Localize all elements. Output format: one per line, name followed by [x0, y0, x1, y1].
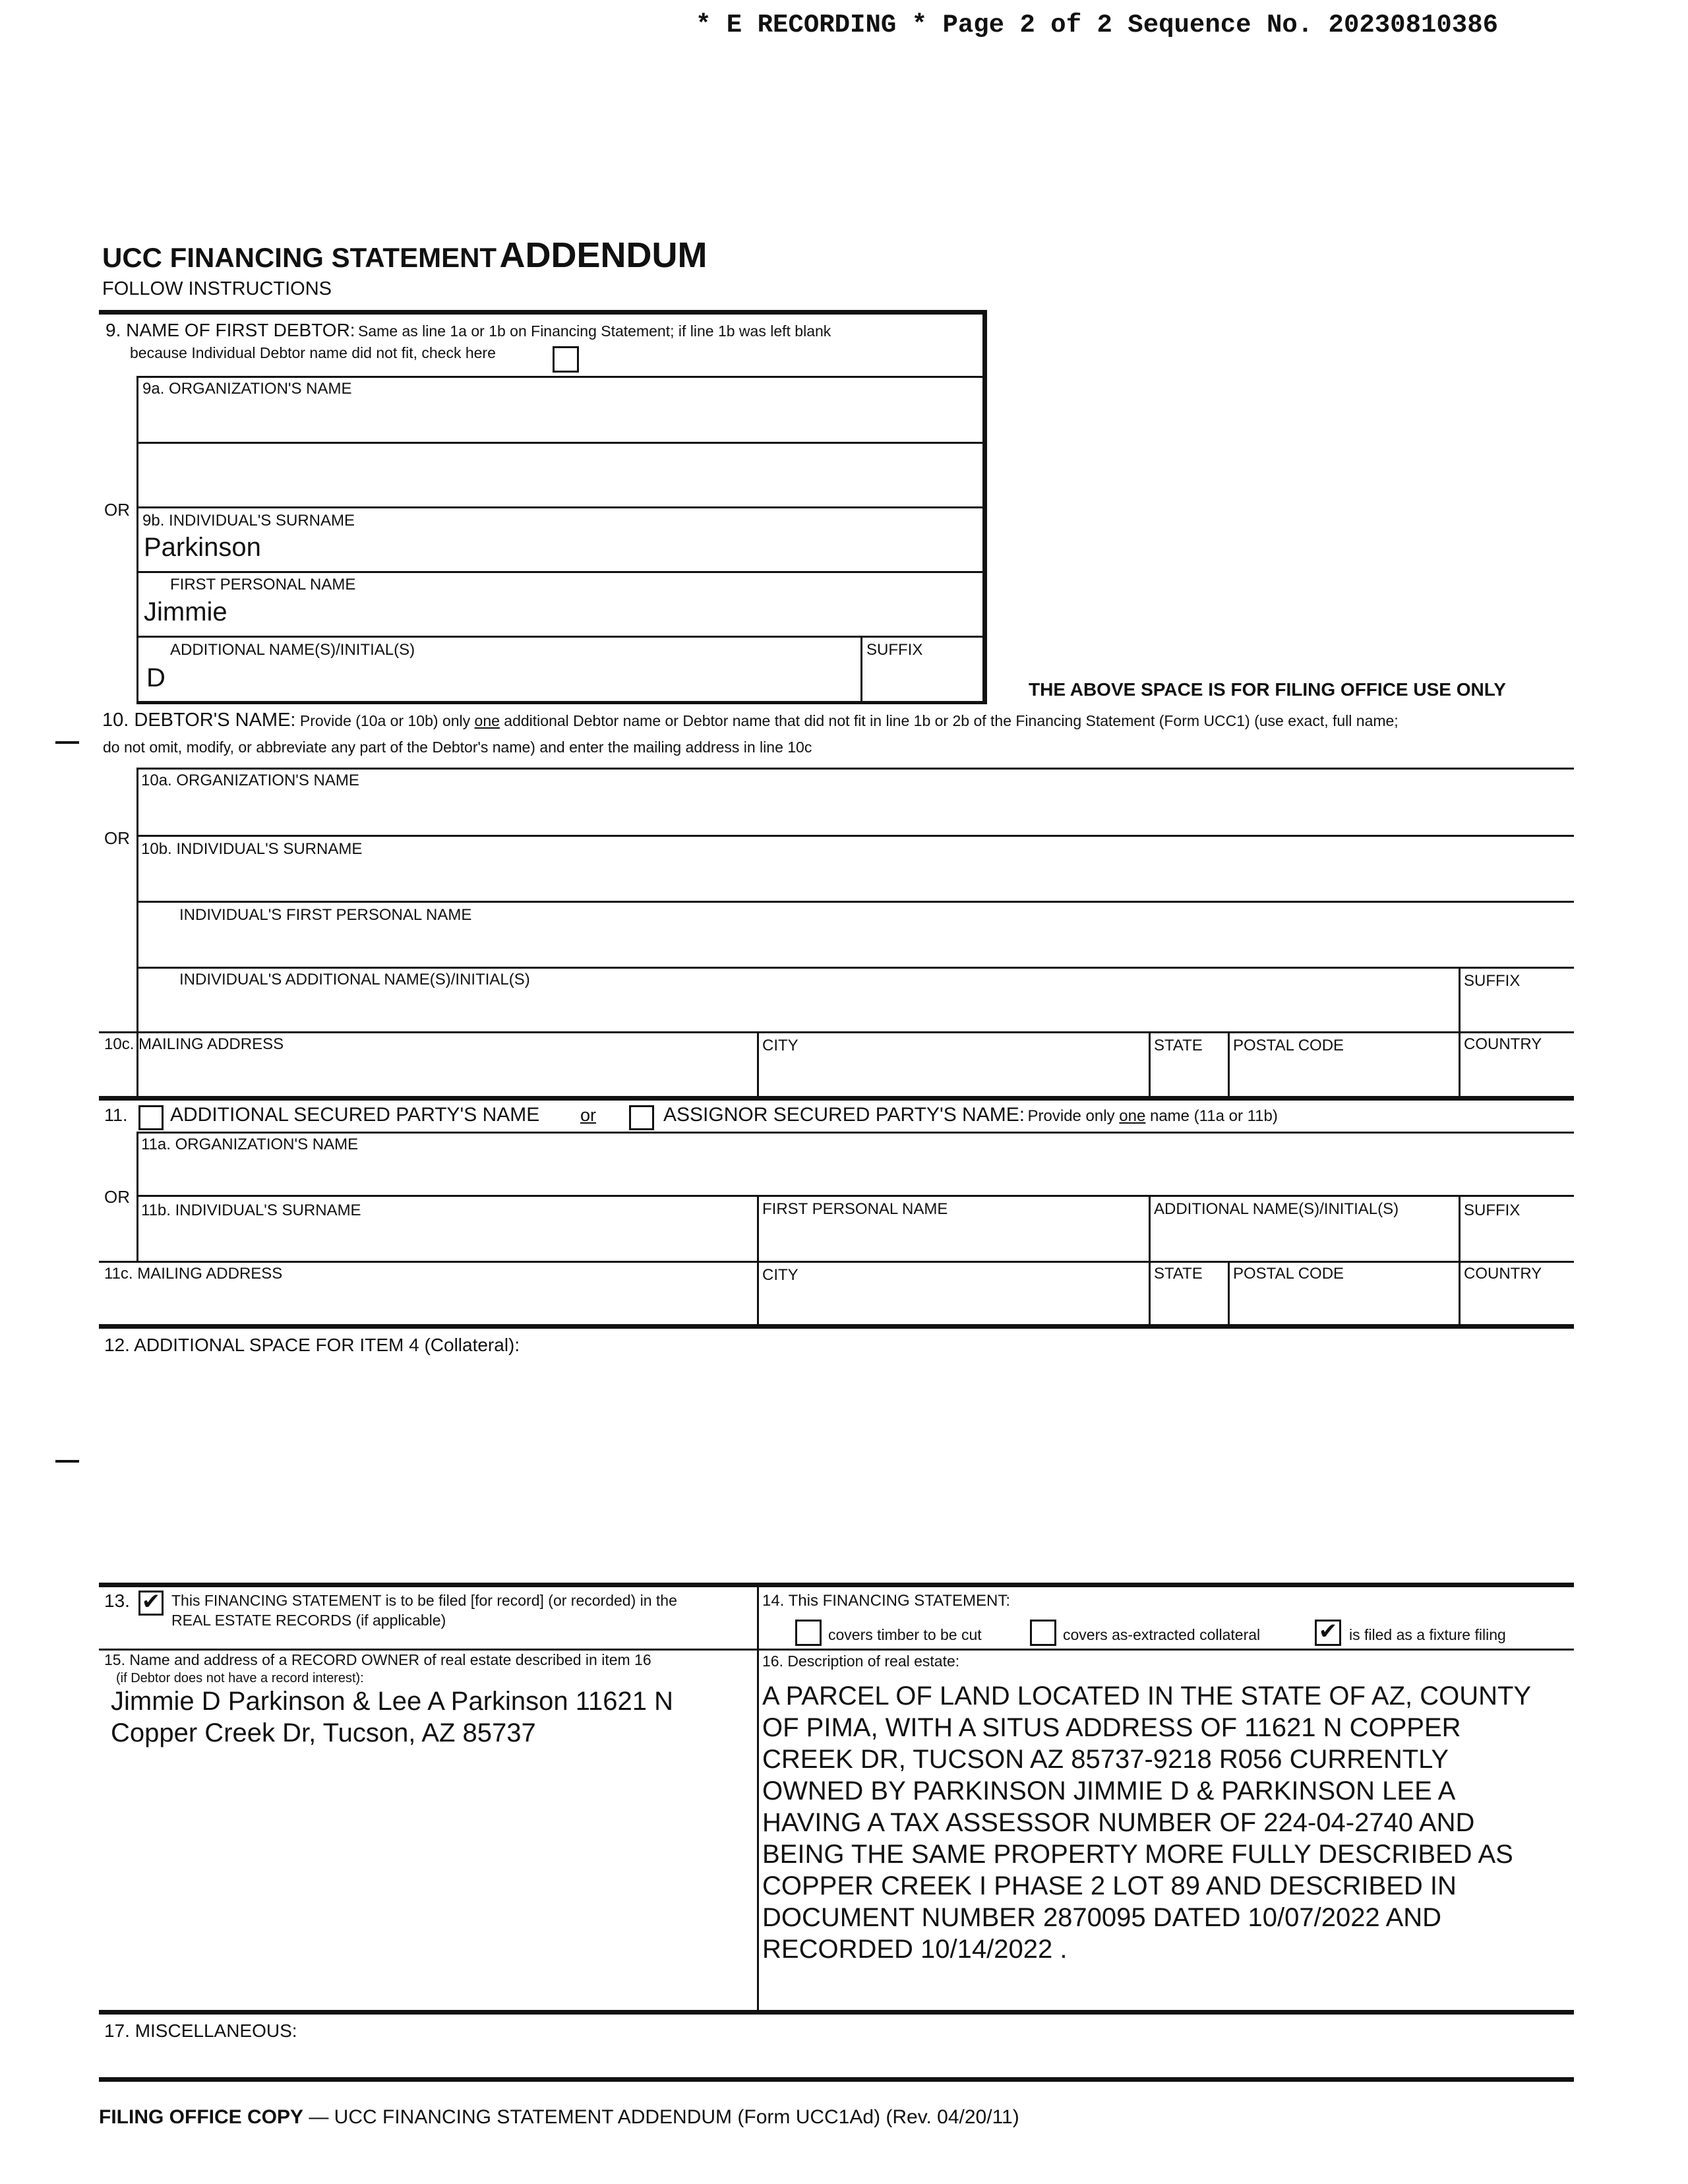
or-label-11: OR [104, 1187, 130, 1207]
country-field-10c[interactable] [1464, 1058, 1569, 1095]
follow-instructions: FOLLOW INSTRUCTIONS [102, 278, 332, 299]
section-12-label: 12. ADDITIONAL SPACE FOR ITEM 4 (Collateral): [104, 1335, 520, 1355]
collateral-additional-space[interactable] [104, 1361, 1568, 1579]
divider [1459, 1261, 1461, 1325]
first-name-label-10: INDIVIDUAL'S FIRST PERSONAL NAME [179, 906, 472, 924]
section-9-note: Same as line 1a or 1b on Financing Statement; if line 1b was left blank [358, 322, 831, 340]
section-9-heading-line [106, 320, 831, 341]
first-debtor-same-checkbox[interactable] [553, 346, 579, 373]
org-name-field-9a[interactable] [142, 402, 980, 439]
description-line: DOCUMENT NUMBER 2870095 DATED 10/07/2022 AND [762, 1903, 1442, 1932]
surname-label-9b: 9b. INDIVIDUAL'S SURNAME [142, 512, 355, 530]
divider [136, 571, 986, 573]
as-extracted-collateral-label: covers as-extracted collateral [1063, 1626, 1261, 1643]
recording-header: * E RECORDING * Page 2 of 2 Sequence No. 20230810386 [696, 11, 1498, 40]
or-label-10: OR [104, 828, 130, 848]
divider [136, 1132, 1574, 1134]
suffix-label-10: SUFFIX [1464, 972, 1521, 990]
state-field-10c[interactable] [1154, 1058, 1225, 1095]
section-11-note-b: name (11a or 11b) [1145, 1107, 1278, 1125]
divider [136, 376, 138, 704]
mailing-field-10c[interactable] [104, 1058, 750, 1095]
city-field-10c[interactable] [762, 1058, 1145, 1095]
form-title-main: UCC FINANCING STATEMENT [102, 242, 497, 273]
divider [757, 1261, 759, 1325]
section-17-label: 17. MISCELLANEOUS: [104, 2020, 297, 2041]
section-10-note-one: one [474, 712, 500, 729]
assignor-secured-party-line [663, 1104, 1278, 1126]
divider [1149, 1195, 1151, 1262]
divider [136, 1132, 138, 1262]
section-13-text-1: This FINANCING STATEMENT is to be filed [for record] (or recorded) in the [171, 1592, 677, 1609]
mailing-label-10c: 10c. MAILING ADDRESS [104, 1035, 284, 1053]
org-name-field-11a[interactable] [141, 1158, 1565, 1191]
form-footer [99, 2106, 1019, 2129]
postal-field-10c[interactable] [1233, 1058, 1454, 1095]
country-label-10c: COUNTRY [1464, 1035, 1542, 1053]
suffix-label-9: SUFFIX [866, 641, 923, 659]
footer-copy-type: FILING OFFICE COPY [99, 2106, 304, 2128]
divider [136, 835, 1574, 837]
center-divider [757, 1583, 759, 2013]
record-owner-line-1: Jimmie D Parkinson & Lee A Parkinson 11621 N [111, 1687, 674, 1716]
first-name-field-11[interactable] [762, 1224, 1148, 1258]
footer-form-name: — UCC FINANCING STATEMENT ADDENDUM (Form UCC1Ad) (Rev. 04/20/11) [303, 2106, 1019, 2128]
divider [757, 1031, 759, 1097]
surname-field-11b[interactable] [141, 1224, 751, 1258]
section-15-label: 15. Name and address of a RECORD OWNER of real estate described in item 16 [104, 1651, 651, 1668]
section-10-number: 10. [102, 710, 135, 731]
postal-field-11c[interactable] [1233, 1287, 1454, 1321]
mailing-field-11c[interactable] [104, 1287, 750, 1321]
divider [136, 967, 1574, 969]
org-name-label-11a: 11a. ORGANIZATION'S NAME [141, 1136, 359, 1153]
divider [757, 1195, 759, 1262]
section-9-heading: 9. NAME OF FIRST DEBTOR: [106, 320, 355, 340]
divider [1228, 1031, 1230, 1097]
section-13-number: 13. [104, 1591, 130, 1611]
divider [136, 506, 986, 508]
suffix-field-11[interactable] [1464, 1224, 1569, 1258]
additional-name-label-11: ADDITIONAL NAME(S)/INITIAL(S) [1154, 1200, 1399, 1218]
fixture-filing-check-icon: ✔ [1318, 1619, 1338, 1644]
divider [136, 901, 1574, 903]
first-name-field-10[interactable] [141, 927, 1565, 964]
divider [99, 1261, 1574, 1263]
section-9-top-rule [99, 310, 986, 315]
as-extracted-collateral-checkbox[interactable] [1030, 1620, 1056, 1646]
section-17-top-rule [99, 2010, 1574, 2015]
divider [136, 701, 987, 704]
additional-name-field-11[interactable] [1154, 1224, 1454, 1258]
additional-secured-party-label: ADDITIONAL SECURED PARTY'S NAME [170, 1104, 540, 1126]
postal-label-11c: POSTAL CODE [1233, 1265, 1344, 1283]
divider [860, 636, 862, 704]
section-10-note-2: do not omit, modify, or abbreviate any part of the Debtor's name) and enter the mailing address in line 10c [103, 739, 812, 756]
section-12-top-rule [99, 1324, 1574, 1329]
suffix-field-10[interactable] [1464, 993, 1569, 1030]
description-line: CREEK DR, TUCSON AZ 85737-9218 R056 CURRENTLY [762, 1745, 1449, 1774]
description-line: RECORDED 10/14/2022 . [762, 1935, 1068, 1964]
section-10-note-a: Provide (10a or 10b) only [295, 712, 475, 729]
org-name-label-10a: 10a. ORGANIZATION'S NAME [141, 772, 359, 789]
city-field-11c[interactable] [762, 1287, 1145, 1321]
additional-name-field-10[interactable] [141, 993, 1447, 1030]
description-line: BEING THE SAME PROPERTY MORE FULLY DESCRIBED AS [762, 1840, 1513, 1869]
org-name-field-10a[interactable] [141, 795, 1565, 832]
country-field-11c[interactable] [1464, 1287, 1569, 1321]
org-name-label-9a: 9a. ORGANIZATION'S NAME [142, 380, 352, 398]
section-15-sub: (if Debtor does not have a record interest): [116, 1671, 364, 1685]
divider [136, 442, 986, 444]
mailing-label-11c: 11c. MAILING ADDRESS [104, 1265, 283, 1283]
divider [99, 1096, 1574, 1101]
additional-secured-party-checkbox[interactable] [138, 1105, 164, 1130]
section-9-note-2: because Individual Debtor name did not fit, check here [130, 344, 496, 361]
state-label-11c: STATE [1154, 1265, 1203, 1283]
divider [1149, 1261, 1151, 1325]
divider [1228, 1261, 1230, 1325]
suffix-field-9[interactable] [865, 662, 977, 699]
form-title [102, 235, 708, 276]
first-name-label-11: FIRST PERSONAL NAME [762, 1200, 948, 1218]
assignor-secured-party-label: ASSIGNOR SECURED PARTY'S NAME: [663, 1104, 1025, 1126]
description-line: HAVING A TAX ASSESSOR NUMBER OF 224-04-2740 AND [762, 1808, 1475, 1837]
assignor-secured-party-checkbox[interactable] [629, 1105, 654, 1130]
fixture-filing-label: is filed as a fixture filing [1349, 1626, 1506, 1643]
country-label-11c: COUNTRY [1464, 1265, 1542, 1283]
divider [136, 1195, 1574, 1197]
margin-tick-top [55, 741, 79, 744]
divider [99, 1649, 1574, 1651]
surname-field-10b[interactable] [141, 861, 1565, 898]
suffix-label-11: SUFFIX [1464, 1201, 1521, 1219]
or-label-9: OR [104, 500, 130, 520]
record-owner-line-2: Copper Creek Dr, Tucson, AZ 85737 [111, 1718, 536, 1747]
divider [1459, 1195, 1461, 1262]
description-line: OWNED BY PARKINSON JIMMIE D & PARKINSON LEE A [762, 1776, 1456, 1805]
section-10-title: DEBTOR'S NAME: [134, 710, 296, 731]
first-name-value-9[interactable]: Jimmie [144, 597, 227, 626]
additional-name-value-9[interactable]: D [146, 663, 166, 692]
section-16-label: 16. Description of real estate: [762, 1653, 960, 1670]
state-field-11c[interactable] [1154, 1287, 1225, 1321]
section-11-note-one: one [1119, 1107, 1146, 1125]
section-11-or-word: or [580, 1105, 597, 1125]
real-estate-records-check-icon: ✔ [141, 1589, 161, 1614]
surname-value-9b[interactable]: Parkinson [144, 533, 261, 562]
additional-name-label-9: ADDITIONAL NAME(S)/INITIAL(S) [170, 641, 415, 659]
covers-timber-label: covers timber to be cut [828, 1626, 982, 1643]
real-estate-description[interactable] [762, 1680, 1570, 1965]
divider [136, 376, 986, 378]
surname-label-10b: 10b. INDIVIDUAL'S SURNAME [141, 840, 363, 858]
surname-label-11b: 11b. INDIVIDUAL'S SURNAME [141, 1201, 361, 1219]
postal-label-10c: POSTAL CODE [1233, 1037, 1344, 1054]
divider [136, 768, 1574, 770]
miscellaneous-field[interactable] [104, 2044, 1568, 2073]
description-line: A PARCEL OF LAND LOCATED IN THE STATE OF AZ, COUNTY [762, 1682, 1532, 1711]
divider [136, 636, 986, 638]
section-11-number: 11. [104, 1105, 128, 1125]
margin-tick-bottom [55, 1460, 79, 1463]
covers-timber-checkbox[interactable] [795, 1620, 822, 1646]
record-owner-value[interactable] [111, 1685, 673, 1749]
section-10-note-b: additional Debtor name or Debtor name that did not fit in line 1b or 2b of the Financing Statement (Form UCC1) (use exact, full name; [499, 712, 1399, 729]
description-line: OF PIMA, WITH A SITUS ADDRESS OF 11621 N COPPER [762, 1713, 1461, 1742]
filing-office-note: THE ABOVE SPACE IS FOR FILING OFFICE USE ONLY [1029, 679, 1506, 700]
divider [1149, 1031, 1151, 1097]
city-label-11c: CITY [762, 1266, 799, 1284]
additional-name-label-10: INDIVIDUAL'S ADDITIONAL NAME(S)/INITIAL(S) [179, 971, 530, 988]
form-title-addendum: ADDENDUM [499, 235, 708, 275]
section-10-heading [102, 710, 1399, 731]
bottom-rule [99, 2077, 1574, 2082]
city-label-10c: CITY [762, 1037, 799, 1054]
section-11-note-a: Provide only [1027, 1107, 1120, 1125]
description-line: COPPER CREEK I PHASE 2 LOT 89 AND DESCRIBED IN [762, 1871, 1457, 1900]
first-name-label-9: FIRST PERSONAL NAME [170, 576, 356, 593]
divider [99, 1031, 1574, 1033]
divider [1459, 1031, 1461, 1097]
section-13-top-rule [99, 1583, 1574, 1587]
state-label-10c: STATE [1154, 1037, 1203, 1054]
section-14-label: 14. This FINANCING STATEMENT: [762, 1592, 1011, 1610]
section-13-text-2: REAL ESTATE RECORDS (if applicable) [171, 1612, 446, 1629]
